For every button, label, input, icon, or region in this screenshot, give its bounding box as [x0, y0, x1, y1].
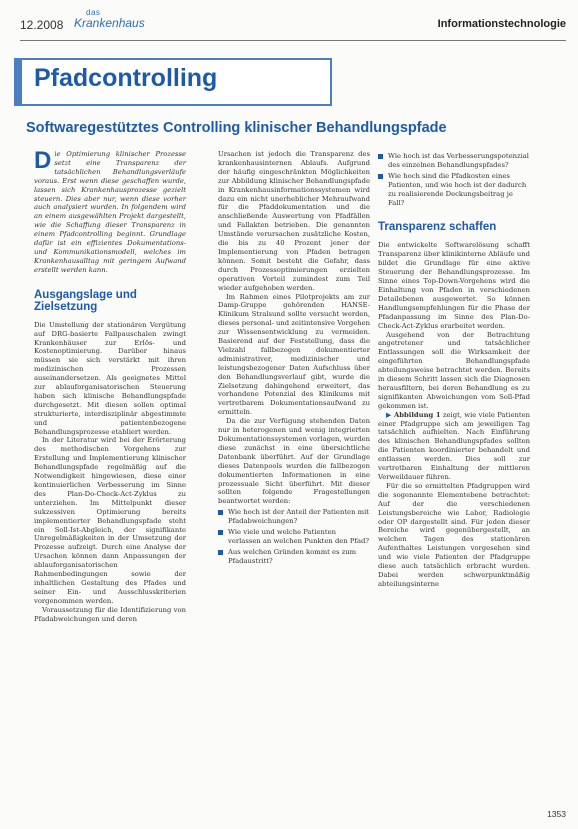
list-item: Wie hoch sind die Pfadkosten eines Patienten, und wie hoch ist der dadurch zu realisierende Deckungsbeitrag je Fall? — [378, 172, 530, 208]
question-list — [218, 508, 370, 565]
body-paragraph: Ausgehend von der Betrachtung angetretener und tatsächlicher Entlassungen soll die Wirksamkeit der eingeführten Behandlungspfade abteilungsweise betrachtet werden. Bereits in diesem Schritt lassen sich die Diagnosen herausfiltern, bei deren Behandlung es zu signifikanten Abweichungen vom Soll-Pfad gekommen ist. — [378, 330, 530, 410]
logo-main-text: Krankenhaus — [74, 16, 145, 30]
header-divider — [20, 40, 566, 41]
page-header — [0, 0, 578, 46]
lead-paragraph — [34, 147, 186, 275]
body-paragraph: Die entwickelte Softwarelösung schafft Transparenz über klinikinterne Abläufe und bildet die Grundlage für eine aktive Steuerung der Behandlungsprozesse. Im Sinne eines Top-Down-Vorgehens wird die Einhaltung von Pfaden in verschiedenen Detailebenen ausgewertet. So können Handlungsempfehlungen für die Phase der Pfadanpassung im Sinne des Plan-Do-Check-Act-Zyklus erarbeitet werden. — [378, 241, 530, 330]
article-title: Pfadcontrolling — [34, 64, 218, 92]
article-subtitle: Softwaregestütztes Controlling klinischer Behandlungspfade — [26, 120, 447, 136]
body-paragraph: Die Umstellung der stationären Vergütung auf DRG-basierte Fallpauschalen zwingt Krankenhäuser zur Erlös- und Kostenoptimierung. Darüber hinaus müssen sie sich verstärkt mit ihren medizinischen Prozessen auseinandersetzen. Als geeignetes Mittel zur ablauforganisatorischen Steuerung haben sich klinische Behandlungspfade durchgesetzt. Mit diesen sollen optimal strukturierte, interdisziplinär abgestimmte und patientenbezogene Behandlungsprozesse etabliert werden. — [34, 320, 186, 436]
page-number: 1353 — [547, 809, 566, 819]
lead-text: ie Optimierung klinischer Prozesse setzt eine Transparenz der tatsächlichen Behandlungsverläufe voraus. Erst wenn diese geschaffen wurde, lassen sich Krankenhausprozesse gezielt steuern. Dies aber nur, wenn diese vorher auch analysiert wurden. In folgendem wird an einem ausgewählten Projekt dargestellt, wie die Schaffung dieser Transparenz in einem Pfadcontrolling beginnt. Grundlage dafür ist ein effizientes Dokumentations- und Kommunikationsmodell, welches im Krankenhausalltag mit geringem Aufwand erstellt werden kann. — [34, 150, 186, 274]
list-item: Wie hoch ist der Anteil der Patienten mit Pfadabweichungen? — [218, 508, 370, 526]
body-paragraph: Im Rahmen eines Pilotprojekts am zur Damp-Gruppe gehörenden HANSE-Klinikum Stralsund sollte versucht werden, dieses personal- und zeitintensive Vorgehen zur Wissensentwicklung zu vermeiden. Basierend auf der Feststellung, dass die Vielzahl fallbezogen dokumentierter administrativer, medizinischer und leistungsbezogener Daten Aufschluss über den Behandlungsverlauf gibt, wurde die Zielsetzung dahingehend erweitert, das vorhandene Potenzial des Klinikums mit vertretbarem Dokumentationsaufwand zu ermitteln. — [218, 292, 370, 417]
figure-reference: Abbildung 1 — [393, 410, 441, 419]
body-paragraph: Voraussetzung für die Identifizierung von Pfadabweichungen und deren — [34, 605, 186, 623]
column-3 — [378, 150, 530, 589]
column-2 — [218, 150, 370, 572]
body-paragraph: Da die zur Verfügung stehenden Daten nur in heterogenen und wenig integrierten Dokumentationssystemen vorlagen, wurden diese zunächst in eine übersichtliche Datenbank überführt. Auf der Grundlage dieses Datenpools wurden die fallbezogen dokumentierten Informationen in eine prozessuale Sicht überführt. Mit dieser sollten folgende Fragestellungen beantwortet werden: — [218, 417, 370, 506]
journal-logo — [74, 8, 148, 38]
heading-ausgangslage: Ausgangslage und Zielsetzung — [34, 288, 137, 313]
list-item: Aus welchen Gründen kommt es zum Pfadaustritt? — [218, 548, 370, 566]
column-1 — [34, 147, 186, 624]
drop-cap: D — [34, 147, 52, 174]
question-list-continued — [378, 152, 530, 207]
logo-top-text: das — [86, 8, 101, 17]
arrow-icon: ▶ — [386, 410, 394, 419]
heading-transparenz: Transparenz schaffen — [378, 221, 497, 234]
body-paragraph: Ursachen ist jedoch die Transparenz des krankenhausinternen Ablaufs. Aufgrund der häufig eingeschränkten Möglichkeiten zur Abbildung klinischer Behandlungspfade in Krankenhausinformationssystemen wird dazu ein nicht unerheblicher Mehraufwand für die Pfaddokumentation und die anschließende Auswertung von Pfadfällen und Fallakten betrieben. Die genannten Umstände verursachen zusätzliche Kosten, die bis zu 40 Prozent jener der Implementierung von Pfaden betragen können. Somit besteht die Gefahr, dass durch Prozessoptimierungen erzielten operativen Vorteil zumindest zum Teil wieder aufgehoben werden. — [218, 150, 370, 292]
body-paragraph: Für die so ermittelten Pfadgruppen wird die sogenannte Elementebene betrachtet: Auf der die verschiedenen Leistungsbereiche wie Labor, Radiologie oder OP dargestellt sind. Für jeden dieser Bereiche wird gegenübergestellt, an welchen Tagen des stationären Aufenthaltes Leistungen vorgesehen sind und wie viele Patienten der Pfadgruppe diese auch tatsächlich erbracht wurden. Dabei werden schwerpunktmäßig abteilungsinterne — [378, 481, 530, 588]
body-paragraph: In der Literatur wird bei der Erörterung des methodischen Vorgehens zur Erstellung und Implementierung klinischer Behandlungspfade regelmäßig auf die Notwendigkeit hingewiesen, diese einer kontinuierlichen Verbesserung im Sinne des Plan-Do-Check-Act-Zyklus zu unterziehen. Im Mittelpunkt dieser sukzessiven Optimierung bereits implementierter Behandlungspfade steht ein Soll-Ist-Abgleich, der signifikante Unregelmäßigkeiten in der Umsetzung der Prozesse aufzeigt. Durch eine Analyse der Ursachen können dann Anpassungen der ablauforganisatorischen Rahmenbedingungen sowie der inhaltlichen Gestaltung des Pfades und seiner Ein- und Ausschlusskriterien vorgenommen werden. — [34, 436, 186, 605]
body-paragraph — [378, 411, 530, 482]
section-label: Informationstechnologie — [437, 18, 566, 30]
issue-date: 12.2008 — [20, 18, 64, 32]
list-item: Wie viele und welche Patienten verlassen an welchen Punkten den Pfad? — [218, 528, 370, 546]
body-text: zeigt, wie viele Patienten einer Pfadgruppe sich am jeweiligen Tag tatsächlich aufhielten. Nach Einführung des klinischen Behandlungspfades sollten die Patienten koordinierter behandelt und entlassen werden. Dies soll zur vertretbaren Einhaltung der mittleren Verweildauer führen. — [378, 410, 530, 481]
list-item: Wie hoch ist das Verbesserungspotenzial des einzelnen Behandlungspfades? — [378, 152, 530, 170]
